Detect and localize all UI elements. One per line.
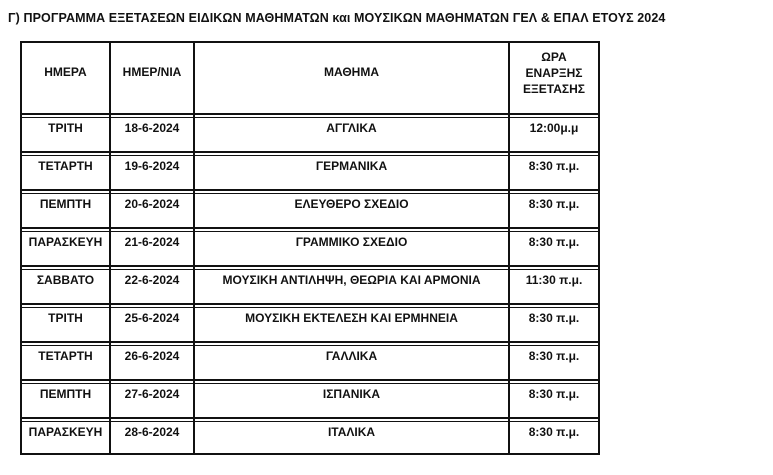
column-header-day: ΗΜΕΡΑ <box>20 41 109 113</box>
cell-subject: ΑΓΓΛΙΚΑ <box>193 113 508 151</box>
column-header-date: ΗΜΕΡ/ΝΙΑ <box>109 41 193 113</box>
cell-date: 25-6-2024 <box>109 303 193 341</box>
column-header-time-line: ΕΝΑΡΞΗΣ <box>525 66 583 80</box>
cell-time: 8:30 π.μ. <box>508 379 600 417</box>
cell-time: 8:30 π.μ. <box>508 227 600 265</box>
cell-subject: ΓΕΡΜΑΝΙΚΑ <box>193 151 508 189</box>
table-row <box>20 227 600 265</box>
table-row <box>20 265 600 303</box>
cell-time: 8:30 π.μ. <box>508 303 600 341</box>
table-row <box>20 303 600 341</box>
table-row <box>20 341 600 379</box>
column-header-time-line: ΩΡΑ <box>541 50 567 64</box>
cell-date: 28-6-2024 <box>109 417 193 455</box>
cell-subject: ΕΛΕΥΘΕΡΟ ΣΧΕΔΙΟ <box>193 189 508 227</box>
table-row <box>20 113 600 151</box>
column-header-subject: ΜΑΘΗΜΑ <box>193 41 508 113</box>
cell-time: 12:00μ.μ <box>508 113 600 151</box>
cell-date: 26-6-2024 <box>109 341 193 379</box>
cell-day: ΤΡΙΤΗ <box>20 113 109 151</box>
cell-date: 19-6-2024 <box>109 151 193 189</box>
table-row <box>20 417 600 455</box>
cell-date: 18-6-2024 <box>109 113 193 151</box>
table-row <box>20 151 600 189</box>
cell-day: ΤΕΤΑΡΤΗ <box>20 151 109 189</box>
cell-day: ΣΑΒΒΑΤΟ <box>20 265 109 303</box>
cell-day: ΤΕΤΑΡΤΗ <box>20 341 109 379</box>
cell-time: 8:30 π.μ. <box>508 417 600 455</box>
cell-date: 27-6-2024 <box>109 379 193 417</box>
cell-day: ΠΑΡΑΣΚΕΥΗ <box>20 417 109 455</box>
cell-date: 22-6-2024 <box>109 265 193 303</box>
column-header-time-line: ΕΞΕΤΑΣΗΣ <box>523 82 585 96</box>
cell-day: ΠΕΜΠΤΗ <box>20 189 109 227</box>
column-header-start-time <box>508 41 600 113</box>
cell-subject: ΙΣΠΑΝΙΚΑ <box>193 379 508 417</box>
cell-date: 21-6-2024 <box>109 227 193 265</box>
cell-time: 8:30 π.μ. <box>508 189 600 227</box>
table-header-row <box>20 41 600 113</box>
cell-time: 8:30 π.μ. <box>508 341 600 379</box>
cell-subject: ΓΡΑΜΜΙΚΟ ΣΧΕΔΙΟ <box>193 227 508 265</box>
table-row <box>20 189 600 227</box>
cell-subject: ΜΟΥΣΙΚΗ ΕΚΤΕΛΕΣΗ ΚΑΙ ΕΡΜΗΝΕΙΑ <box>193 303 508 341</box>
cell-time: 8:30 π.μ. <box>508 151 600 189</box>
cell-day: ΠΕΜΠΤΗ <box>20 379 109 417</box>
table-row <box>20 379 600 417</box>
cell-time: 11:30 π.μ. <box>508 265 600 303</box>
cell-subject: ΙΤΑΛΙΚΑ <box>193 417 508 455</box>
cell-subject: ΜΟΥΣΙΚΗ ΑΝΤΙΛΗΨΗ, ΘΕΩΡΙΑ ΚΑΙ ΑΡΜΟΝΙΑ <box>193 265 508 303</box>
page-title: Γ) ΠΡΟΓΡΑΜΜΑ ΕΞΕΤΑΣΕΩΝ ΕΙΔΙΚΩΝ ΜΑΘΗΜΑΤΩΝ και ΜΟΥΣΙΚΩΝ ΜΑΘΗΜΑΤΩΝ ΓΕΛ & ΕΠΑΛ ΕΤΟΥΣ 2024 <box>8 11 666 25</box>
cell-day: ΤΡΙΤΗ <box>20 303 109 341</box>
cell-day: ΠΑΡΑΣΚΕΥΗ <box>20 227 109 265</box>
exam-schedule-table <box>20 41 600 455</box>
cell-subject: ΓΑΛΛΙΚΑ <box>193 341 508 379</box>
cell-date: 20-6-2024 <box>109 189 193 227</box>
